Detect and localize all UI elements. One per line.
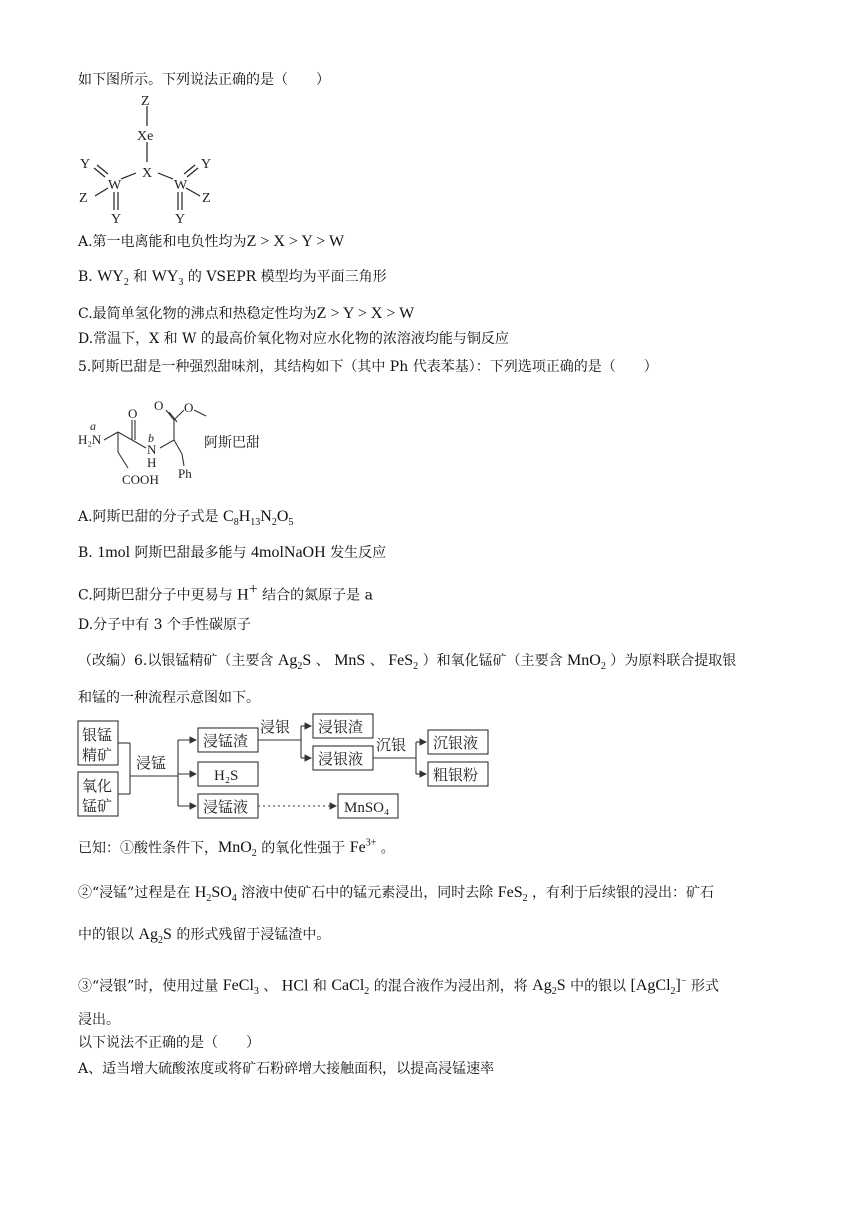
label-b: b [148, 431, 154, 445]
flow-ag-residue: 浸银渣 [318, 720, 364, 736]
q4-option-a[interactable]: A.第一电离能和电负性均为Z > X > Y > W [78, 233, 345, 250]
flow-mn-residue: 浸锰渣 [203, 734, 249, 750]
atom-y-left-bottom: Y [111, 212, 122, 227]
q6-flowchart [74, 712, 504, 824]
aspartame-name-label: 阿斯巴甜 [204, 435, 260, 451]
nh-n-label: N [147, 442, 157, 457]
q6-known-2: ②“浸锰”过程是在 $H_2SO_4$ 溶液中使矿石中的锰元素浸出，同时去除 FeS$_2$ ，有利于后续银的浸出：矿石 [78, 884, 715, 905]
flow-mn-solution: 浸锰液 [203, 800, 249, 816]
atom-w-right: W [174, 178, 188, 193]
q4-option-c[interactable]: C.最简单氢化物的沸点和热稳定性均为Z > Y > X > W [78, 305, 415, 322]
atom-y-right-bottom: Y [175, 212, 186, 227]
cooh-label: COOH [122, 472, 159, 487]
q5-option-c[interactable]: C.阿斯巴甜分子中更易与 H+ 结合的氮原子是 a [78, 581, 373, 604]
flow-leach-mn-label: 浸锰 [136, 756, 167, 772]
flow-h2s: H₂S [214, 768, 239, 784]
h2n-label: H₂N [78, 432, 102, 447]
q6-known-3-cont: 浸出。 [78, 1012, 120, 1028]
atom-w-left: W [108, 178, 122, 193]
flow-ag-solution: 浸银液 [318, 752, 364, 768]
nh-h-label: H [147, 455, 157, 470]
ester-carbonyl-o-label: O [154, 398, 164, 413]
q6-known-2-cont: 中的银以 $Ag_2S$ 的形式残留于浸锰渣中。 [78, 926, 331, 947]
ph-label: Ph [178, 466, 192, 481]
q6-stem-line1: （改编）6.以银锰精矿（主要含 $Ag_2S$ 、 MnS 、 FeS$_2$ ）和氧化锰矿（主要含 MnO$_2$ ）为原料联合提取银 [78, 652, 737, 673]
flow-ag-precip-solution: 沉银液 [433, 736, 479, 752]
atom-x: X [142, 166, 153, 181]
flow-ore2-line2: 锰矿 [82, 799, 113, 815]
q5-option-a[interactable]: A.阿斯巴甜的分子式是 $C_8H_{13}N_2O_5$ [78, 508, 294, 529]
q5-option-d[interactable]: D.分子中有 3 个手性碳原子 [78, 617, 251, 633]
flow-leach-ag-label: 浸银 [260, 720, 291, 736]
q5-stem: 5.阿斯巴甜是一种强烈甜味剂，其结构如下（其中 Ph 代表苯基）：下列选项正确的是（ ） [78, 359, 658, 375]
flow-ore1-line2: 精矿 [82, 748, 113, 764]
atom-y-right-top: Y [201, 157, 212, 172]
atom-z-top: Z [141, 94, 150, 109]
q4-option-d[interactable]: D.常温下，X 和 W 的最高价氧化物对应水化物的浓溶液均能与铜反应 [78, 331, 509, 347]
flow-precip-ag-label: 沉银 [376, 738, 407, 754]
q5-aspartame-structure [74, 392, 294, 497]
flow-crude-ag: 粗银粉 [433, 768, 479, 784]
q5-option-b[interactable]: B. 1mol 阿斯巴甜最多能与 4molNaOH 发生反应 [78, 544, 387, 561]
q6-question: 以下说法不正确的是（ ） [78, 1035, 260, 1051]
q6-option-a[interactable]: A、适当增大硫酸浓度或将矿石粉碎增大接触面积，以提高浸锰速率 [78, 1061, 495, 1077]
label-a: a [90, 419, 96, 433]
flow-ore2-line1: 氧化 [82, 779, 113, 795]
flow-mnso4: MnSO₄ [344, 800, 390, 816]
q4-stem-tail: 如下图所示。下列说法正确的是（ ） [78, 72, 330, 88]
atom-y-left-top: Y [80, 157, 91, 172]
atom-z-right: Z [202, 191, 211, 206]
q4-structure-diagram [74, 92, 234, 227]
atom-z-left: Z [79, 191, 88, 206]
q6-stem-line2: 和锰的一种流程示意图如下。 [78, 690, 260, 706]
atom-xe: Xe [137, 129, 154, 144]
q6-known-1: 已知：①酸性条件下，MnO$_2$ 的氧化性强于 $Fe^{3+}$ 。 [78, 838, 395, 860]
q6-known-3: ③“浸银”时，使用过量 FeCl$_3$ 、 HCl 和 CaCl$_2$ 的混合液作为浸出剂，将 $Ag_2S$ 中的银以 [AgCl$_2$]− 形式 [78, 976, 719, 998]
amide-o-label: O [128, 406, 138, 421]
ester-o-label: O [184, 400, 194, 415]
flow-ore1-line1: 银锰 [82, 728, 113, 744]
q4-option-b[interactable]: B. $WY_2$ 和 $WY_3$ 的 VSEPR 模型均为平面三角形 [78, 268, 387, 289]
q5-option-a-formula: $C_8H_{13}N_2O_5$ [223, 508, 294, 529]
